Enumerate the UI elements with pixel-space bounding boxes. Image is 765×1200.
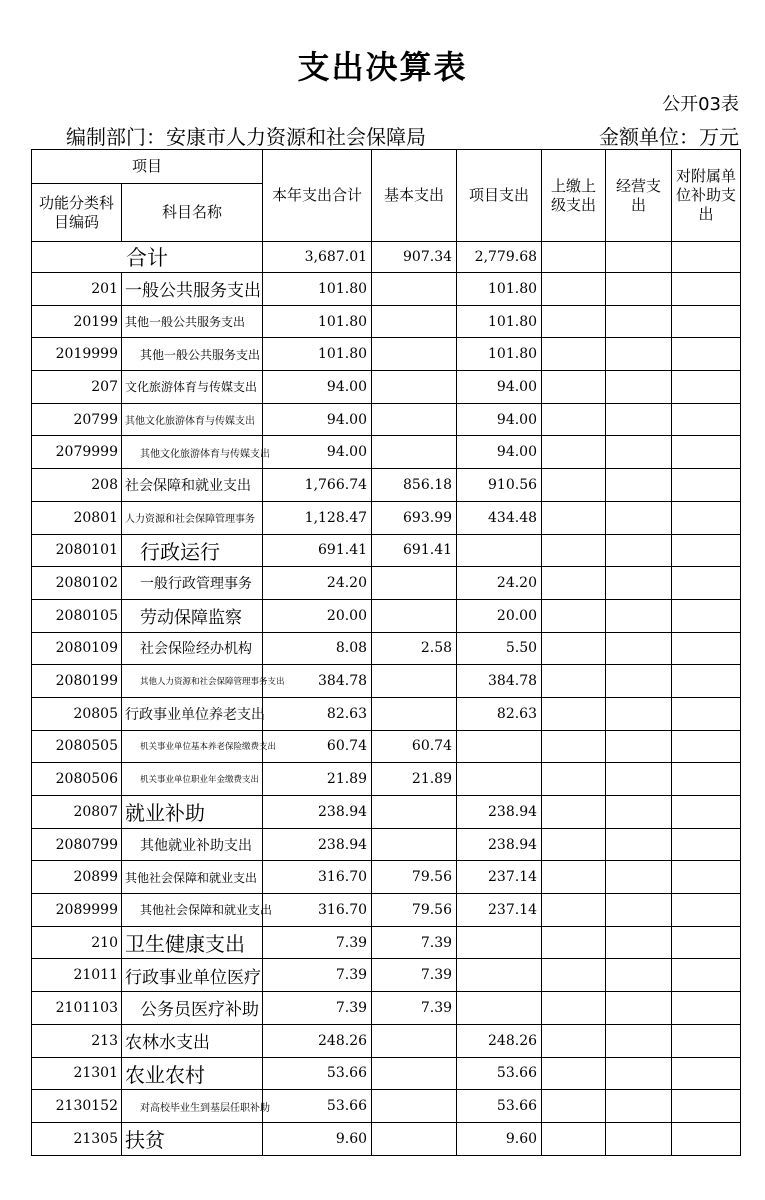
table-row [32, 469, 741, 502]
row-basic [372, 828, 457, 861]
header-basic: 基本支出 [372, 150, 457, 242]
row-basic: 856.18 [372, 469, 457, 502]
row-name: 其他文化旅游体育与传媒支出 [122, 436, 263, 469]
row-project: 53.66 [457, 1090, 542, 1123]
row-project: 101.80 [457, 273, 542, 306]
table-row [32, 632, 741, 665]
row-total: 24.20 [263, 567, 372, 600]
row-total: 94.00 [263, 436, 372, 469]
row-business [606, 599, 672, 632]
row-code: 2019999 [32, 338, 122, 371]
total-basic: 907.34 [372, 242, 457, 273]
header-subsidiary: 对附属单位补助支出 [672, 150, 741, 242]
table-row [32, 371, 741, 404]
row-project: 5.50 [457, 632, 542, 665]
row-name: 文化旅游体育与传媒支出 [122, 371, 263, 404]
row-code: 20801 [32, 501, 122, 534]
row-project: 434.48 [457, 501, 542, 534]
row-business [606, 1024, 672, 1057]
table-row [32, 992, 741, 1025]
row-name: 行政运行 [122, 534, 263, 567]
row-business [606, 371, 672, 404]
table-row [32, 1024, 741, 1057]
row-subsidiary [672, 338, 741, 371]
row-basic [372, 305, 457, 338]
row-project [457, 926, 542, 959]
row-total: 7.39 [263, 959, 372, 992]
row-business [606, 730, 672, 763]
row-subsidiary [672, 861, 741, 894]
row-basic: 60.74 [372, 730, 457, 763]
row-business [606, 697, 672, 730]
total-label: 合计 [32, 242, 263, 273]
row-basic [372, 1057, 457, 1090]
row-name: 机关事业单位职业年金缴费支出 [122, 763, 263, 796]
row-business [606, 926, 672, 959]
row-business [606, 992, 672, 1025]
row-project: 82.63 [457, 697, 542, 730]
row-code: 2079999 [32, 436, 122, 469]
table-row [32, 1122, 741, 1155]
row-project: 94.00 [457, 403, 542, 436]
row-basic: 79.56 [372, 894, 457, 927]
row-project: 94.00 [457, 371, 542, 404]
row-subsidiary [672, 305, 741, 338]
row-basic: 79.56 [372, 861, 457, 894]
row-subsidiary [672, 992, 741, 1025]
row-total: 94.00 [263, 371, 372, 404]
row-name: 其他社会保障和就业支出 [122, 894, 263, 927]
table-row [32, 697, 741, 730]
table-row [32, 273, 741, 306]
row-upper [542, 403, 606, 436]
row-code: 2080199 [32, 665, 122, 698]
row-code: 20807 [32, 796, 122, 829]
row-upper [542, 371, 606, 404]
total-subsidiary [672, 242, 741, 273]
table-row [32, 305, 741, 338]
row-subsidiary [672, 567, 741, 600]
row-project: 101.80 [457, 305, 542, 338]
table-row [32, 599, 741, 632]
row-upper [542, 469, 606, 502]
row-name: 劳动保障监察 [122, 599, 263, 632]
department-label: 编制部门：安康市人力资源和社会保障局 [66, 125, 426, 149]
row-total: 101.80 [263, 273, 372, 306]
table-row [32, 436, 741, 469]
row-subsidiary [672, 730, 741, 763]
row-name: 人力资源和社会保障管理事务 [122, 501, 263, 534]
row-upper [542, 338, 606, 371]
row-project: 910.56 [457, 469, 542, 502]
row-code: 21301 [32, 1057, 122, 1090]
row-total: 238.94 [263, 796, 372, 829]
row-project: 384.78 [457, 665, 542, 698]
row-total: 82.63 [263, 697, 372, 730]
header-subject-name: 科目名称 [122, 184, 263, 242]
table-row [32, 796, 741, 829]
row-code: 213 [32, 1024, 122, 1057]
row-project: 238.94 [457, 828, 542, 861]
row-total: 94.00 [263, 403, 372, 436]
row-subsidiary [672, 403, 741, 436]
row-upper [542, 567, 606, 600]
table-row [32, 959, 741, 992]
row-code: 208 [32, 469, 122, 502]
row-business [606, 403, 672, 436]
row-subsidiary [672, 763, 741, 796]
table-row [32, 665, 741, 698]
row-business [606, 763, 672, 796]
row-name: 社会保险经办机构 [122, 632, 263, 665]
row-basic [372, 436, 457, 469]
row-basic [372, 697, 457, 730]
header-item: 项目 [32, 150, 263, 184]
row-code: 20799 [32, 403, 122, 436]
total-business [606, 242, 672, 273]
table-row [32, 1090, 741, 1123]
row-total: 60.74 [263, 730, 372, 763]
row-project: 94.00 [457, 436, 542, 469]
row-name: 一般行政管理事务 [122, 567, 263, 600]
row-basic: 7.39 [372, 992, 457, 1025]
table-row [32, 534, 741, 567]
row-project: 53.66 [457, 1057, 542, 1090]
row-code: 20805 [32, 697, 122, 730]
row-business [606, 828, 672, 861]
row-subsidiary [672, 599, 741, 632]
row-total: 384.78 [263, 665, 372, 698]
row-upper [542, 1024, 606, 1057]
table-row [32, 926, 741, 959]
row-upper [542, 828, 606, 861]
row-project: 24.20 [457, 567, 542, 600]
row-code: 2089999 [32, 894, 122, 927]
row-basic [372, 403, 457, 436]
table-row [32, 828, 741, 861]
row-subsidiary [672, 469, 741, 502]
table-row [32, 567, 741, 600]
row-code: 20899 [32, 861, 122, 894]
row-upper [542, 501, 606, 534]
row-name: 行政事业单位医疗 [122, 959, 263, 992]
row-subsidiary [672, 501, 741, 534]
row-subsidiary [672, 534, 741, 567]
row-basic [372, 665, 457, 698]
row-code: 2080105 [32, 599, 122, 632]
row-upper [542, 436, 606, 469]
total-amount: 3,687.01 [263, 242, 372, 273]
row-name: 对高校毕业生到基层任职补助 [122, 1090, 263, 1123]
table-row [32, 1057, 741, 1090]
row-business [606, 469, 672, 502]
header-func-code: 功能分类科目编码 [32, 184, 122, 242]
total-project: 2,779.68 [457, 242, 542, 273]
row-upper [542, 796, 606, 829]
row-upper [542, 1090, 606, 1123]
row-basic: 7.39 [372, 959, 457, 992]
row-project: 248.26 [457, 1024, 542, 1057]
row-name: 社会保障和就业支出 [122, 469, 263, 502]
row-project: 238.94 [457, 796, 542, 829]
row-code: 2101103 [32, 992, 122, 1025]
row-basic: 691.41 [372, 534, 457, 567]
row-code: 2080506 [32, 763, 122, 796]
row-total: 9.60 [263, 1122, 372, 1155]
row-total: 1,128.47 [263, 501, 372, 534]
row-upper [542, 763, 606, 796]
row-basic [372, 567, 457, 600]
row-name: 一般公共服务支出 [122, 273, 263, 306]
row-name: 其他一般公共服务支出 [122, 305, 263, 338]
row-business [606, 894, 672, 927]
row-total: 7.39 [263, 992, 372, 1025]
table-row [32, 403, 741, 436]
row-total: 248.26 [263, 1024, 372, 1057]
row-business [606, 1122, 672, 1155]
row-project: 237.14 [457, 861, 542, 894]
row-code: 20199 [32, 305, 122, 338]
row-subsidiary [672, 1090, 741, 1123]
row-upper [542, 305, 606, 338]
page-title: 支出决算表 [297, 48, 468, 86]
row-subsidiary [672, 828, 741, 861]
row-project [457, 534, 542, 567]
row-basic [372, 273, 457, 306]
row-total: 316.70 [263, 894, 372, 927]
row-business [606, 1090, 672, 1123]
row-subsidiary [672, 697, 741, 730]
row-name: 行政事业单位养老支出 [122, 697, 263, 730]
row-project [457, 730, 542, 763]
row-code: 2080109 [32, 632, 122, 665]
row-upper [542, 959, 606, 992]
row-code: 207 [32, 371, 122, 404]
row-upper [542, 599, 606, 632]
row-name: 其他就业补助支出 [122, 828, 263, 861]
row-name: 农林水支出 [122, 1024, 263, 1057]
row-business [606, 567, 672, 600]
header-total: 本年支出合计 [263, 150, 372, 242]
row-total: 53.66 [263, 1090, 372, 1123]
row-project: 237.14 [457, 894, 542, 927]
row-code: 21305 [32, 1122, 122, 1155]
row-business [606, 959, 672, 992]
row-code: 2130152 [32, 1090, 122, 1123]
row-name: 卫生健康支出 [122, 926, 263, 959]
row-name: 机关事业单位基本养老保险缴费支出 [122, 730, 263, 763]
row-project [457, 959, 542, 992]
row-name: 其他一般公共服务支出 [122, 338, 263, 371]
row-business [606, 338, 672, 371]
row-basic [372, 599, 457, 632]
row-upper [542, 926, 606, 959]
table-row [32, 861, 741, 894]
row-code: 21011 [32, 959, 122, 992]
row-basic [372, 796, 457, 829]
row-code: 201 [32, 273, 122, 306]
expenditure-table [31, 149, 741, 1156]
row-business [606, 273, 672, 306]
row-code: 2080505 [32, 730, 122, 763]
row-upper [542, 730, 606, 763]
row-subsidiary [672, 959, 741, 992]
table-code: 公开03表 [662, 94, 739, 115]
row-basic: 2.58 [372, 632, 457, 665]
row-business [606, 501, 672, 534]
table-row [32, 763, 741, 796]
row-upper [542, 861, 606, 894]
row-subsidiary [672, 796, 741, 829]
row-upper [542, 894, 606, 927]
row-project: 101.80 [457, 338, 542, 371]
row-subsidiary [672, 1024, 741, 1057]
row-code: 2080101 [32, 534, 122, 567]
table-row [32, 338, 741, 371]
header-upper: 上缴上级支出 [542, 150, 606, 242]
row-name: 其他文化旅游体育与传媒支出 [122, 403, 263, 436]
row-subsidiary [672, 1057, 741, 1090]
row-total: 101.80 [263, 305, 372, 338]
row-total: 238.94 [263, 828, 372, 861]
row-subsidiary [672, 1122, 741, 1155]
total-upper [542, 242, 606, 273]
row-basic [372, 1024, 457, 1057]
row-total: 101.80 [263, 338, 372, 371]
row-upper [542, 273, 606, 306]
row-business [606, 632, 672, 665]
row-name: 就业补助 [122, 796, 263, 829]
row-name: 公务员医疗补助 [122, 992, 263, 1025]
row-total: 53.66 [263, 1057, 372, 1090]
row-business [606, 436, 672, 469]
row-business [606, 665, 672, 698]
row-name: 扶贫 [122, 1122, 263, 1155]
row-upper [542, 697, 606, 730]
row-subsidiary [672, 632, 741, 665]
row-total: 20.00 [263, 599, 372, 632]
row-basic: 21.89 [372, 763, 457, 796]
row-code: 2080102 [32, 567, 122, 600]
row-subsidiary [672, 894, 741, 927]
row-total: 1,766.74 [263, 469, 372, 502]
table-row [32, 501, 741, 534]
table-row [32, 730, 741, 763]
row-total: 316.70 [263, 861, 372, 894]
row-basic [372, 1090, 457, 1123]
row-code: 2080799 [32, 828, 122, 861]
row-total: 7.39 [263, 926, 372, 959]
row-name: 农业农村 [122, 1057, 263, 1090]
row-basic: 7.39 [372, 926, 457, 959]
row-name: 其他社会保障和就业支出 [122, 861, 263, 894]
row-upper [542, 665, 606, 698]
row-total: 691.41 [263, 534, 372, 567]
header-project: 项目支出 [457, 150, 542, 242]
unit-label: 金额单位：万元 [599, 125, 739, 149]
row-total: 8.08 [263, 632, 372, 665]
row-subsidiary [672, 665, 741, 698]
row-subsidiary [672, 436, 741, 469]
row-name: 其他人力资源和社会保障管理事务支出 [122, 665, 263, 698]
row-project [457, 763, 542, 796]
row-business [606, 1057, 672, 1090]
row-business [606, 796, 672, 829]
row-business [606, 534, 672, 567]
row-code: 210 [32, 926, 122, 959]
row-basic [372, 1122, 457, 1155]
row-subsidiary [672, 273, 741, 306]
row-upper [542, 1122, 606, 1155]
row-upper [542, 992, 606, 1025]
row-project: 20.00 [457, 599, 542, 632]
row-project [457, 992, 542, 1025]
row-subsidiary [672, 926, 741, 959]
total-row [32, 242, 741, 273]
row-upper [542, 534, 606, 567]
row-project: 9.60 [457, 1122, 542, 1155]
header-business: 经营支出 [606, 150, 672, 242]
table-row [32, 894, 741, 927]
row-basic [372, 371, 457, 404]
row-upper [542, 632, 606, 665]
row-basic [372, 338, 457, 371]
row-subsidiary [672, 371, 741, 404]
row-total: 21.89 [263, 763, 372, 796]
row-business [606, 305, 672, 338]
row-upper [542, 1057, 606, 1090]
row-business [606, 861, 672, 894]
row-basic: 693.99 [372, 501, 457, 534]
